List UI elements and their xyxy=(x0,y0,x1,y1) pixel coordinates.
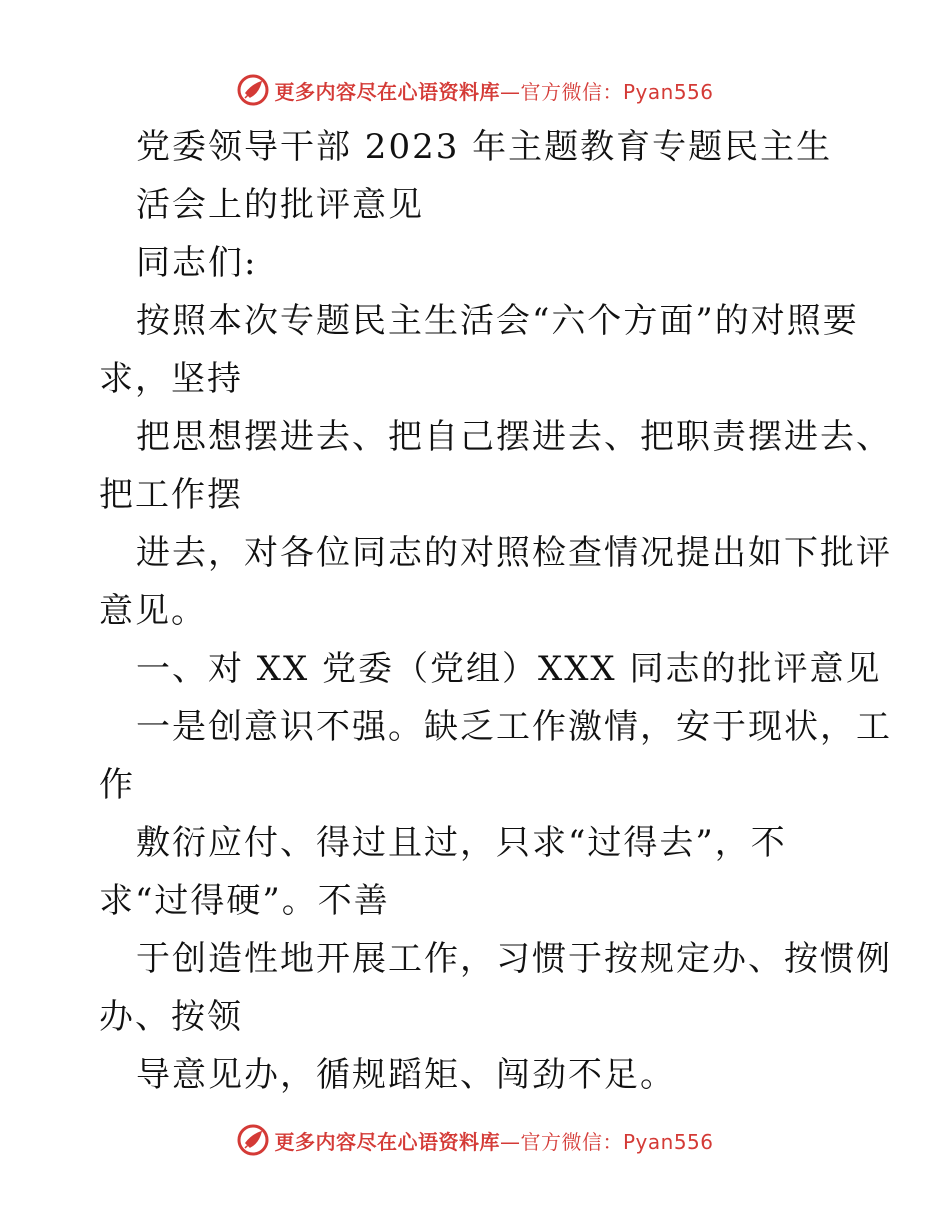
wechat-id: Pyan556 xyxy=(622,1129,714,1154)
doc-line: 按照本次专题民主生活会“六个方面”的对照要 xyxy=(136,301,859,341)
watermark-footer xyxy=(0,1120,950,1160)
doc-line: 于创造性地开展工作，习惯于按规定办、按惯例 xyxy=(136,939,892,979)
doc-line: 活会上的批评意见 xyxy=(136,185,424,225)
doc-line: 敷衍应付、得过且过，只求“过得去”，不 xyxy=(136,823,787,863)
watermark-header xyxy=(0,70,950,110)
watermark-separator: — xyxy=(499,1129,521,1154)
doc-line: 导意见办，循规蹈矩、闯劲不足。 xyxy=(136,1055,676,1095)
watermark-text: 更多内容尽在心语资料库 xyxy=(274,1129,500,1154)
section-heading: 一、对 XX 党委（党组）XXX 同志的批评意见 xyxy=(136,649,882,689)
doc-line: 进去，对各位同志的对照检查情况提出如下批评 xyxy=(136,533,892,573)
doc-line: 意见。 xyxy=(99,591,207,631)
document-body xyxy=(99,118,892,1104)
doc-line: 作 xyxy=(99,765,135,805)
doc-line: 把思想摆进去、把自己摆进去、把职责摆进去、 xyxy=(136,417,892,457)
doc-line: 把工作摆 xyxy=(99,475,243,515)
watermark-text: 更多内容尽在心语资料库 xyxy=(274,79,500,104)
doc-line: 党委领导干部 2023 年主题教育专题民主生 xyxy=(136,127,833,167)
doc-line: 同志们: xyxy=(136,243,258,283)
doc-line: 办、按领 xyxy=(99,997,243,1037)
wechat-label: 官方微信： xyxy=(520,1129,623,1154)
quill-logo-icon xyxy=(236,1123,270,1157)
doc-line: 求，坚持 xyxy=(99,359,243,399)
wechat-label: 官方微信： xyxy=(520,79,623,104)
doc-line: 一是创意识不强。缺乏工作激情，安于现状，工 xyxy=(136,707,892,747)
quill-logo-icon xyxy=(236,73,270,107)
wechat-id: Pyan556 xyxy=(622,79,714,104)
doc-line: 求“过得硬”。不善 xyxy=(99,881,390,921)
watermark-separator: — xyxy=(499,79,521,104)
